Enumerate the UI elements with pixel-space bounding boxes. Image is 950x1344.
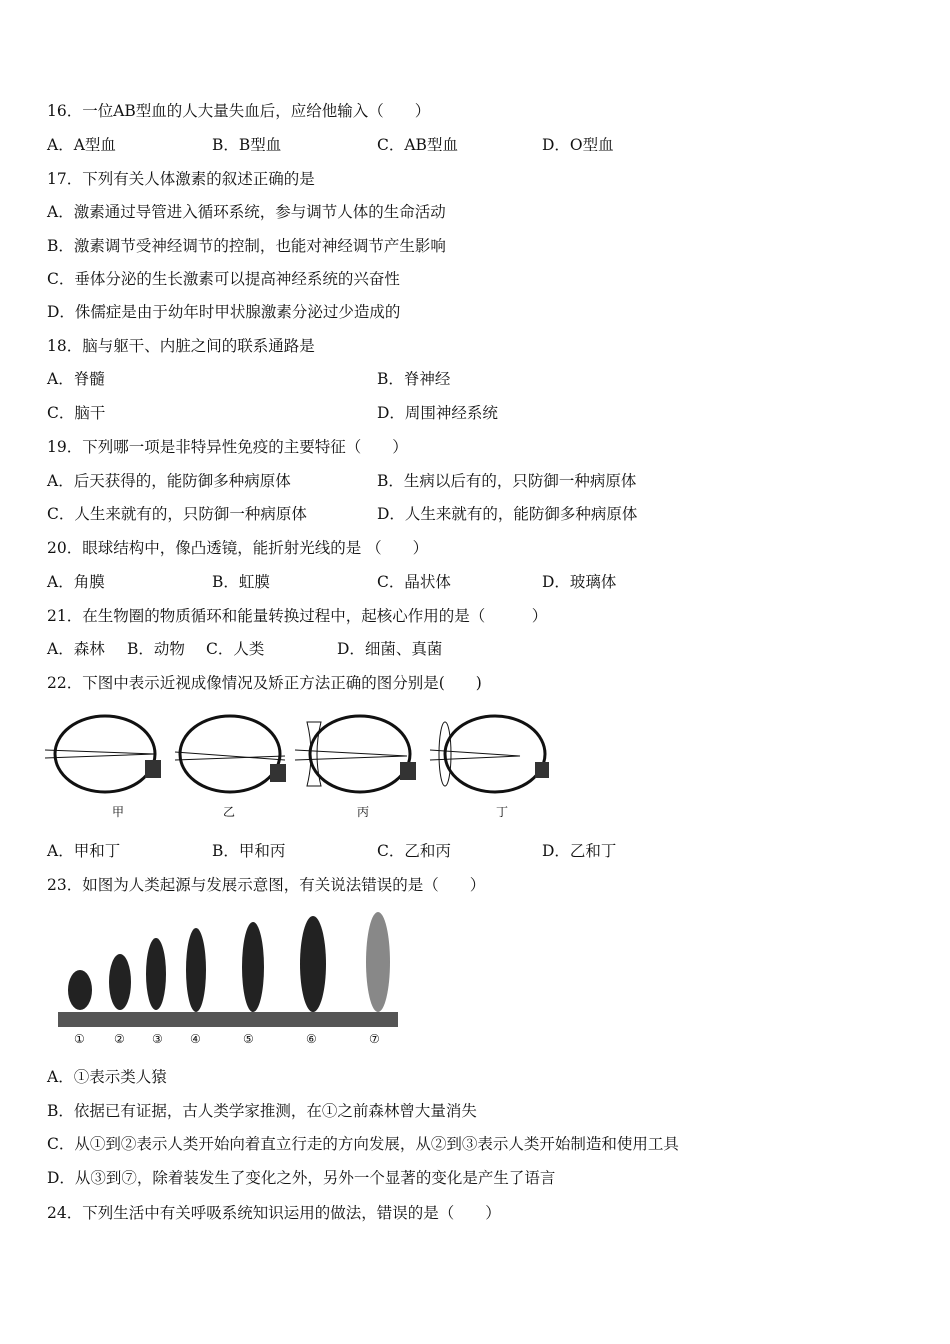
q19-option-c: C．人生来就有的，只防御一种病原体	[47, 505, 307, 523]
figure-label-ding: 丁	[496, 805, 509, 819]
q20-option-c: C．晶状体	[377, 573, 451, 591]
q22-option-d: D．乙和丁	[542, 842, 617, 860]
figure-label-1: ①	[74, 1032, 85, 1046]
q20-option-a: A．角膜	[47, 573, 105, 591]
eye-jia	[55, 716, 155, 792]
figure-label-6: ⑥	[306, 1032, 317, 1046]
figure-label-3: ③	[152, 1032, 163, 1046]
figure-label-5: ⑤	[243, 1032, 254, 1046]
q21-option-a: A．森林	[47, 640, 105, 658]
q22-option-a: A．甲和丁	[47, 842, 121, 860]
q22-option-c: C．乙和丙	[377, 842, 451, 860]
eye-yi	[180, 716, 280, 792]
q16-option-d: D．O型血	[542, 136, 614, 154]
q18-option-d: D．周围神经系统	[377, 404, 498, 422]
q18-option-b: B．脊神经	[377, 370, 451, 388]
q23-option-c: C．从①到②表示人类开始向着直立行走的方向发展，从②到③表示人类开始制造和使用工具	[47, 1135, 679, 1153]
figure-label-2: ②	[114, 1032, 125, 1046]
q23-option-a: A．①表示类人猿	[47, 1068, 167, 1086]
q21-option-d: D．细菌、真菌	[337, 640, 443, 658]
figure-label-4: ④	[190, 1032, 201, 1046]
question-18-stem: 18．脑与躯干、内脏之间的联系通路是	[47, 337, 315, 355]
eye-bing	[310, 716, 410, 792]
q17-option-c: C．垂体分泌的生长激素可以提高神经系统的兴奋性	[47, 270, 400, 288]
figure-label-jia: 甲	[112, 805, 125, 819]
q19-option-d: D．人生来就有的，能防御多种病原体	[377, 505, 638, 523]
q17-option-b: B．激素调节受神经调节的控制，也能对神经调节产生影响	[47, 237, 446, 255]
eye-diagram-figure	[45, 712, 555, 802]
figure-label-7: ⑦	[369, 1032, 380, 1046]
q16-option-c: C．AB型血	[377, 136, 458, 154]
q23-option-b: B．依据已有证据，古人类学家推测，在①之前森林曾大量消失	[47, 1102, 477, 1120]
question-22-stem: 22．下图中表示近视成像情况及矫正方法正确的图分别是( )	[47, 674, 482, 692]
q17-option-a: A．激素通过导管进入循环系统，参与调节人体的生命活动	[47, 203, 446, 221]
q22-option-b: B．甲和丙	[212, 842, 286, 860]
question-23-stem: 23．如图为人类起源与发展示意图，有关说法错误的是（ ）	[47, 876, 486, 894]
question-19-stem: 19．下列哪一项是非特异性免疫的主要特征（ ）	[47, 438, 408, 456]
q18-option-a: A．脊髓	[47, 370, 105, 388]
question-24-stem: 24．下列生活中有关呼吸系统知识运用的做法，错误的是（ ）	[47, 1204, 501, 1222]
question-21-stem: 21．在生物圈的物质循环和能量转换过程中，起核心作用的是（ ）	[47, 607, 548, 625]
q20-option-d: D．玻璃体	[542, 573, 617, 591]
q23-option-d: D．从③到⑦，除着装发生了变化之外，另外一个显著的变化是产生了语言	[47, 1169, 556, 1187]
q16-option-b: B．B型血	[212, 136, 282, 154]
q20-option-b: B．虹膜	[212, 573, 270, 591]
q19-option-a: A．后天获得的，能防御多种病原体	[47, 472, 291, 490]
question-17-stem: 17．下列有关人体激素的叙述正确的是	[47, 170, 315, 188]
q19-option-b: B．生病以后有的，只防御一种病原体	[377, 472, 637, 490]
q18-option-c: C．脑干	[47, 404, 106, 422]
q21-option-b: B．动物	[127, 640, 185, 658]
question-20-stem: 20．眼球结构中，像凸透镜，能折射光线的是 （ ）	[47, 539, 429, 557]
human-evolution-figure	[58, 912, 398, 1027]
q21-option-c: C．人类	[206, 640, 265, 658]
question-16-stem: 16．一位AB型血的人大量失血后，应给他输入（ ）	[47, 102, 431, 120]
q17-option-d: D．侏儒症是由于幼年时甲状腺激素分泌过少造成的	[47, 303, 401, 321]
figure-label-bing: 丙	[357, 805, 370, 819]
figure-label-yi: 乙	[223, 805, 236, 819]
q16-option-a: A．A型血	[47, 136, 116, 154]
